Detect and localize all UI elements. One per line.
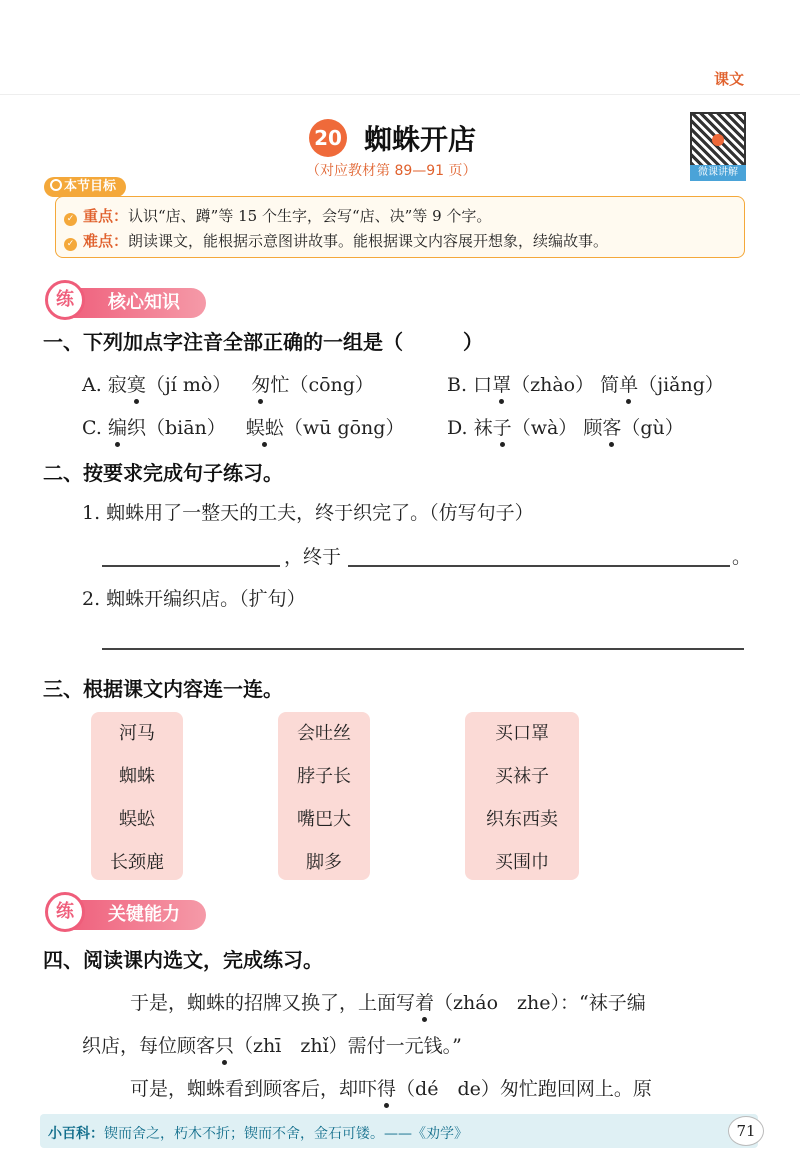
passage-text: 可是，蜘蛛看到顾客后，却吓	[130, 1078, 378, 1100]
option-b[interactable]	[447, 370, 724, 397]
passage-text: 于是，蜘蛛的招牌又换了，上面写	[130, 992, 416, 1014]
option-label: C.	[82, 417, 102, 439]
word-part: 顾	[583, 417, 603, 439]
section-tag: 课文	[713, 70, 744, 88]
goals-tag	[44, 177, 126, 197]
question-2-title: 二、按要求完成句子练习。	[43, 461, 283, 485]
goal-key-text: 认识“店、蹲”等 15 个生字，会写“店、决”等 9 个字。	[128, 207, 492, 225]
dotted-char: 蜈蚣	[246, 413, 284, 440]
word-part: 寂	[107, 374, 127, 396]
dotted-char: 子	[493, 413, 512, 440]
dotted-char: 客	[602, 413, 621, 440]
footer-label: 小百科：	[48, 1126, 104, 1142]
dotted-char: 匆	[251, 370, 270, 397]
pinyin: （wū gōng）	[283, 417, 405, 439]
option-label: B.	[447, 374, 468, 396]
dotted-char: 只	[215, 1031, 234, 1058]
passage-line-3	[130, 1074, 652, 1101]
lesson-number-badge: 20	[309, 119, 347, 157]
passage-text: （zháo zhe）：“袜子编	[434, 992, 646, 1014]
lesson-subtitle: （对应教材第 89—91 页）	[306, 163, 477, 179]
pinyin: （biān）	[145, 417, 226, 439]
lesson-title: 蜘蛛开店	[364, 123, 477, 156]
qr-logo-icon	[712, 134, 724, 146]
answer-line[interactable]	[102, 565, 280, 567]
answer-line[interactable]	[348, 565, 730, 567]
option-a[interactable]	[82, 370, 374, 397]
check-icon: ✓	[64, 238, 77, 251]
match-item[interactable]: 蜈蚣	[119, 809, 155, 830]
check-icon: ✓	[64, 213, 77, 226]
dotted-char: 单	[619, 370, 638, 397]
target-icon	[50, 179, 62, 191]
footer-note	[48, 1123, 468, 1143]
word-part: 口	[473, 374, 493, 396]
match-item[interactable]: 河马	[119, 723, 155, 744]
practice-badge-icon: 练	[45, 280, 85, 320]
option-c[interactable]	[82, 413, 404, 440]
word-part: 袜	[473, 417, 493, 439]
match-item[interactable]: 长颈鹿	[110, 852, 164, 873]
goal-diff-text: 朗读课文，能根据示意图讲故事。能根据课文内容展开想象，续编故事。	[128, 232, 609, 250]
goal-key-label: 重点：	[83, 207, 129, 225]
footer-text: 锲而舍之，朽木不折；锲而不舍，金石可镂。——《劝学》	[104, 1126, 468, 1142]
q2-mid-word: ，终于	[284, 546, 342, 568]
match-item[interactable]: 脚多	[306, 852, 342, 873]
pinyin: （jiǎng）	[638, 374, 724, 396]
pinyin: （gù）	[621, 417, 684, 439]
pinyin: （wà）	[511, 417, 578, 439]
match-item[interactable]: 嘴巴大	[297, 809, 351, 830]
match-item[interactable]: 蜘蛛	[119, 766, 155, 787]
match-item[interactable]: 买口罩	[495, 723, 549, 744]
goal-difficulty	[64, 230, 608, 251]
q2-end-mark: 。	[732, 546, 752, 568]
goal-key	[64, 205, 491, 226]
pinyin: （cōng）	[289, 374, 374, 396]
passage-line-1	[130, 988, 646, 1015]
dotted-char: 着	[415, 988, 434, 1015]
option-label: D.	[447, 417, 468, 439]
section-key-label: 关键能力	[108, 904, 180, 925]
goals-tag-label: 本节目标	[64, 179, 117, 194]
pinyin: （zhào）	[511, 374, 595, 396]
match-item[interactable]: 织东西卖	[486, 809, 558, 830]
match-item[interactable]: 买袜子	[495, 766, 549, 787]
answer-line[interactable]	[102, 648, 744, 650]
dotted-char: 编	[108, 413, 127, 440]
word-part: 忙	[270, 374, 290, 396]
q2-item-2: 2. 蜘蛛开编织店。（扩句）	[82, 588, 306, 610]
match-item[interactable]: 脖子长	[297, 766, 351, 787]
question-4-title: 四、阅读课内选文，完成练习。	[43, 948, 323, 972]
question-3-title: 三、根据课文内容连一连。	[43, 677, 283, 701]
page-number: 71	[728, 1116, 764, 1146]
passage-text: （dé de）匆忙跑回网上。原	[396, 1078, 652, 1100]
section-core-label: 核心知识	[108, 292, 180, 313]
match-item[interactable]: 买围巾	[495, 852, 549, 873]
question-1-title: 一、下列加点字注音全部正确的一组是（ ）	[43, 330, 483, 354]
dotted-char: 得	[377, 1074, 396, 1101]
q2-item-1: 1. 蜘蛛用了一整天的工夫，终于织完了。（仿写句子）	[82, 502, 534, 524]
practice-badge-icon: 练	[45, 892, 85, 932]
option-label: A.	[82, 374, 102, 396]
passage-line-2	[82, 1031, 462, 1058]
option-d[interactable]	[447, 413, 684, 440]
match-item[interactable]: 会吐丝	[297, 723, 351, 744]
dotted-char: 寞	[127, 370, 146, 397]
qr-label[interactable]: 微课讲解	[690, 165, 746, 181]
passage-text: （zhī zhǐ）需付一元钱。”	[234, 1035, 462, 1057]
dotted-char: 罩	[492, 370, 511, 397]
word-part: 简	[600, 374, 620, 396]
passage-text: 织店，每位顾客	[82, 1035, 216, 1057]
goal-diff-label: 难点：	[83, 232, 129, 250]
word-part: 织	[126, 417, 146, 439]
header-divider	[0, 94, 800, 95]
pinyin: （jí mò）	[145, 374, 232, 396]
